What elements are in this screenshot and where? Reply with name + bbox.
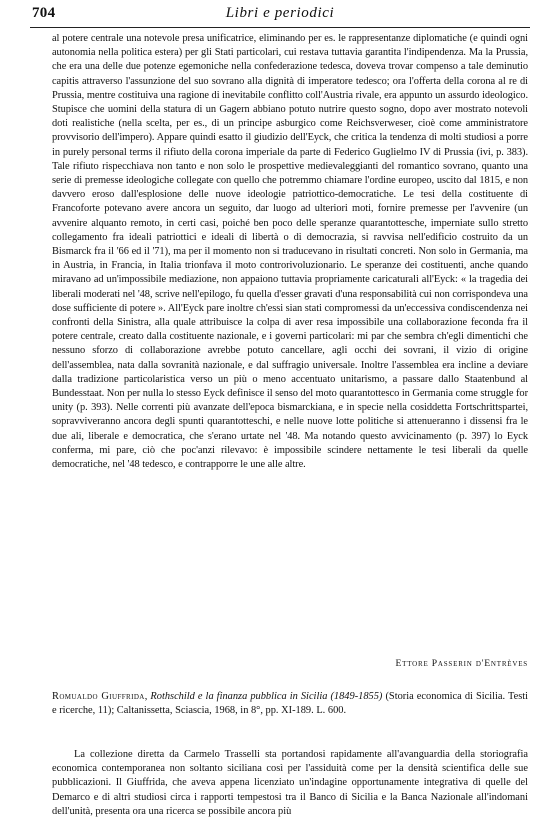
review-body — [52, 748, 528, 819]
review-paragraph: La collezione diretta da Carmelo Trasselli sta portandosi rapidamente all'avanguardia della storiografia economica contemporanea non soltanto siciliana così per l'assiduità come per la densità scientifica delle sue pubblicazioni. Il Giuffrida, che aveva appena licenziato un'indagine opportunamente integrativa di quelle del Demarco e di altri studiosi circa i rapporti tempestosi tra il Banco di Sicilia e la Banca Nazionale all'indomani dell'unità, presenta ora una ricerca se possibile ancora più — [52, 749, 528, 817]
review-title: Rothschild e la finanza pubblica in Sicilia (1849-1855) — [150, 691, 383, 702]
review-details: (Storia economica di Sicilia. Testi e ricerche, 11); Caltanissetta, Sciascia, 1968, in 8°, pp. XI-189. L. 600. — [52, 691, 529, 717]
page-header — [30, 5, 530, 27]
running-head: Libri e periodici — [225, 5, 335, 21]
review-citation: Romualdo Giuffrida, Rothschild e la finanza pubblica in Sicilia (1849-1855) (Storia economica di Sicilia. Testi e ricerche, 11); Caltanissetta, Sciascia, 1968, in 8°, pp. XI-189. L. 600. — [52, 691, 529, 717]
article-body — [52, 32, 528, 472]
page-number: 704 — [32, 5, 56, 21]
review-author: Romualdo Giuffrida — [52, 691, 145, 702]
header-rule — [30, 27, 530, 28]
author-signature: Ettore Passerin d'Entrèves — [395, 658, 528, 669]
article-paragraph: al potere centrale una notevole presa unificatrice, eliminando per es. le rappresentanze diplomatiche (e quindi ogni autonomia nella politica estera) per gli Stati particolari, cui restava tuttavia garantita l'indipendenza. Ma la Prussia, che era una delle due potenze egemoniche nella confederazione tedesca, doveva trovar compenso a tale deminutio capitis attraverso l'assunzione del suo sovrano alla dignità di imperatore tedesco; ora l'offerta della corona al re di Prussia, mentre costituiva una ragione di inevitabile conflitto coll'Austria rivale, era appunto un assurdo ideologico. Stupisce che uomini della statura di un Gagern abbiano potuto nutrire questo sogno, dopo aver mostrato notevoli doti realistiche (nella scelta, per es., di un principe asburgico come Reichsverweser, cioè come amministratore provvisorio dell'impero). Appare quindi esatto il giudizio dell'Eyck, che critica la tendenza di molti studiosi a porre in purely personal terms il rifiuto della corona imperiale da parte di Federico Guglielmo IV di Prussia (ivi, p. 383). Tale rifiuto rispecchiava non tanto e non solo le prospettive medievaleggianti del romantico sovrano, quanto una serie di premesse ideologiche collegate con quello che potremmo chiamare l'ordine europeo, uscito dal 1815, e non davvero eroso dall'esplosione delle nuove ideologie patriottico-democratiche. Le tesi della costituente di Francoforte potevano avere ancora un seguito, dar luogo ad ulteriori moti, fornire premesse per l'avvenire (un avvenire alquanto remoto, in certi casi, poiché ben poco delle speranze quarantottesche, imperniate sullo stretto collegamento fra ideali patriottici e ideali di libertà o di democrazia, si ravvisa nell'edificio costruito da un Bismarck fra il '66 ed il '71), ma per il momento non si traducevano in risultati concreti. Non solo in Germania, ma in Austria, in Francia, in Italia trionfava il moto controrivoluzionario. Le speranze dei costituenti, anche quando miravano ad un'impossibile mediazione, non appaiono tuttavia propriamente caricaturali all'Eyck: « la tragedia dei liberali moderati nel '48, scrive nell'epilogo, fu quella d'esser gravati d'una responsabilità cui non corrispondeva una dose sufficiente di potere ». All'Eyck pare inoltre ch'essi sian stati compromessi da un'eccessiva condiscendenza nei confronti della Sinistra, alla quale attribuisce la colpa di aver resa impossibile una collaborazione feconda fra il potere centrale, creato dalla costituente nazionale, e i governi particolari: mi par che sembra ch'egli dimentichi che nessuno sforzo di collaborazione avrebbe potuto cancellare, agli occhi dei sovrani, il vizio di origine dell'assemblea, nata dalla sovranità nazionale, e dal suffragio universale. Inoltre l'assemblea era incline a deviare dalla tradizione particolaristica verso un più o meno accentuato unitarismo, a passare dallo Staatenbund al Bundesstaat. Non per nulla lo stesso Eyck definisce il senso del moto quarantottesco in Germania come struggle for unity (p. 393). Nelle correnti più avanzate dell'epoca bismarckiana, e in specie nella cosiddetta Fortschrittspartei, sopravviveranno ancora degli spunti quarantotteschi, e nelle nuove lotte politiche si attenueranno i dissensi fra le due ali, liberale e democratica, che s'erano urtate nel '48. Ma notando questo avvicinamento (p. 397) lo Eyck conferma, mi pare, ciò che poc'anzi rilevavo: è impossibile scindere nettamente le tesi liberali da quelle democratiche, nel '48 tedesco, e contrapporre le une alle altre. — [52, 33, 528, 471]
